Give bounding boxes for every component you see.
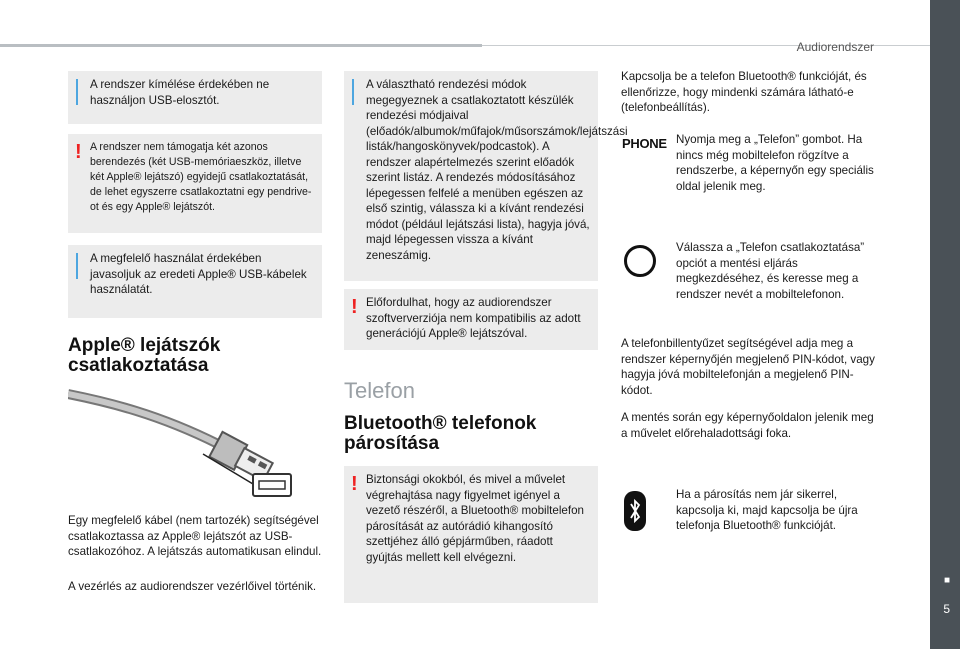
section-telefon: Telefon [344, 378, 415, 403]
bluetooth-icon [624, 491, 646, 531]
continue-marker: ■ [943, 575, 950, 586]
usb-cable-illustration [68, 384, 298, 499]
info-box-cable: A megfelelő használat érdekében javasoljuk az eredeti Apple® USB-kábelek használatát. [68, 245, 322, 318]
para-enable-bt: Kapcsolja be a telefon Bluetooth® funkcióját, és ellenőrizze, hogy mindenki számára látható-e (telefonbeállítás). [621, 70, 867, 114]
warning-icon: ! [351, 296, 358, 318]
info-box-usb-hub: A rendszer kímélése érdekében ne használjon USB-elosztót. [68, 71, 322, 124]
para-retry: Ha a párosítás nem jár sikerrel, kapcsolja ki, majd kapcsolja be újra telefonja Bluetooth® funkcióját. [676, 488, 858, 532]
info-icon [76, 79, 82, 105]
info-box-sorting: A választható rendezési módok megegyeznek a csatlakoztatott készülék rendezési módjaival (előadók/albumok/műfajok/műsorszámok/lejátszási listák/hangoskönyvek/podcastok). A rendszer alapértelmezés szerint előadók szerint listáz. A rendezés módosításához lépegessen felfelé a menüben egészen az első szintig, válassza ki a kívánt rendezési módot (például lejátszási lista), hagyja jóvá, majd lépegessen vissza a kívánt zeneszámig. [344, 71, 598, 281]
heading-apple: Apple® lejátszók csatlakoztatása [68, 335, 221, 376]
para-press-phone: Nyomja meg a „Telefon” gombot. Ha nincs még mobiltelefon rögzítve a rendszerbe, a képernyőn egy speciális oldal jelenik meg. [676, 133, 874, 193]
sidebar-band [930, 0, 960, 649]
info-icon [76, 253, 82, 279]
para-connect-apple: Egy megfelelő kábel (nem tartozék) segítségével csatlakoztassa az Apple® lejátszót az USB-csatlakozóhoz. A lejátszás automatikusan elindul. [68, 514, 322, 558]
phone-button-icon: PHONE [622, 136, 667, 151]
warning-box-compat: ! Előfordulhat, hogy az audiorendszer szoftververziója nem kompatibilis az adott generációjú Apple® lejátszóval. [344, 289, 598, 350]
para-progress: A mentés során egy képernyőoldalon jelenik meg a művelet előrehaladottsági foka. [621, 411, 874, 440]
dial-knob-icon [624, 245, 656, 277]
warning-icon: ! [351, 473, 358, 495]
heading-bluetooth: Bluetooth® telefonok párosítása [344, 413, 537, 454]
warning-icon: ! [75, 141, 82, 163]
page-number: 5 [943, 602, 950, 616]
info-icon [352, 79, 358, 105]
header-rule [0, 44, 482, 47]
warning-box-safety: ! Biztonsági okokból, és mivel a művelet végrehajtása nagy figyelmet igényel a vezető részéről, a Bluetooth® mobiltelefon párosítását az autórádió kihangosító szettjéhez álló gépjárműben, ráadott gyújtás mellett kell elvégezni. [344, 466, 598, 603]
para-control: A vezérlés az audiorendszer vezérlőivel történik. [68, 580, 317, 593]
para-select-connect: Válassza a „Telefon csatlakoztatása” opciót a mentési eljárás megkezdéséhez, és keresse meg a rendszer nevét a mobiltelefonon. [676, 241, 865, 301]
section-title: Audiorendszer [796, 40, 874, 54]
warning-box-devices: ! A rendszer nem támogatja két azonos berendezés (két USB-memóriaeszköz, illetve két Apple® lejátszó) egyidejű csatlakoztatását, de lehet egyszerre csatlakoztatni egy pendrive-ot és egy Apple® lejátszót. [68, 134, 322, 233]
para-pin: A telefonbillentyűzet segítségével adja meg a rendszer képernyőjén megjelenő PIN-kódot, vagy hagyja jóvá mobiltelefonján a megjelenő PIN-kódot. [621, 337, 875, 397]
